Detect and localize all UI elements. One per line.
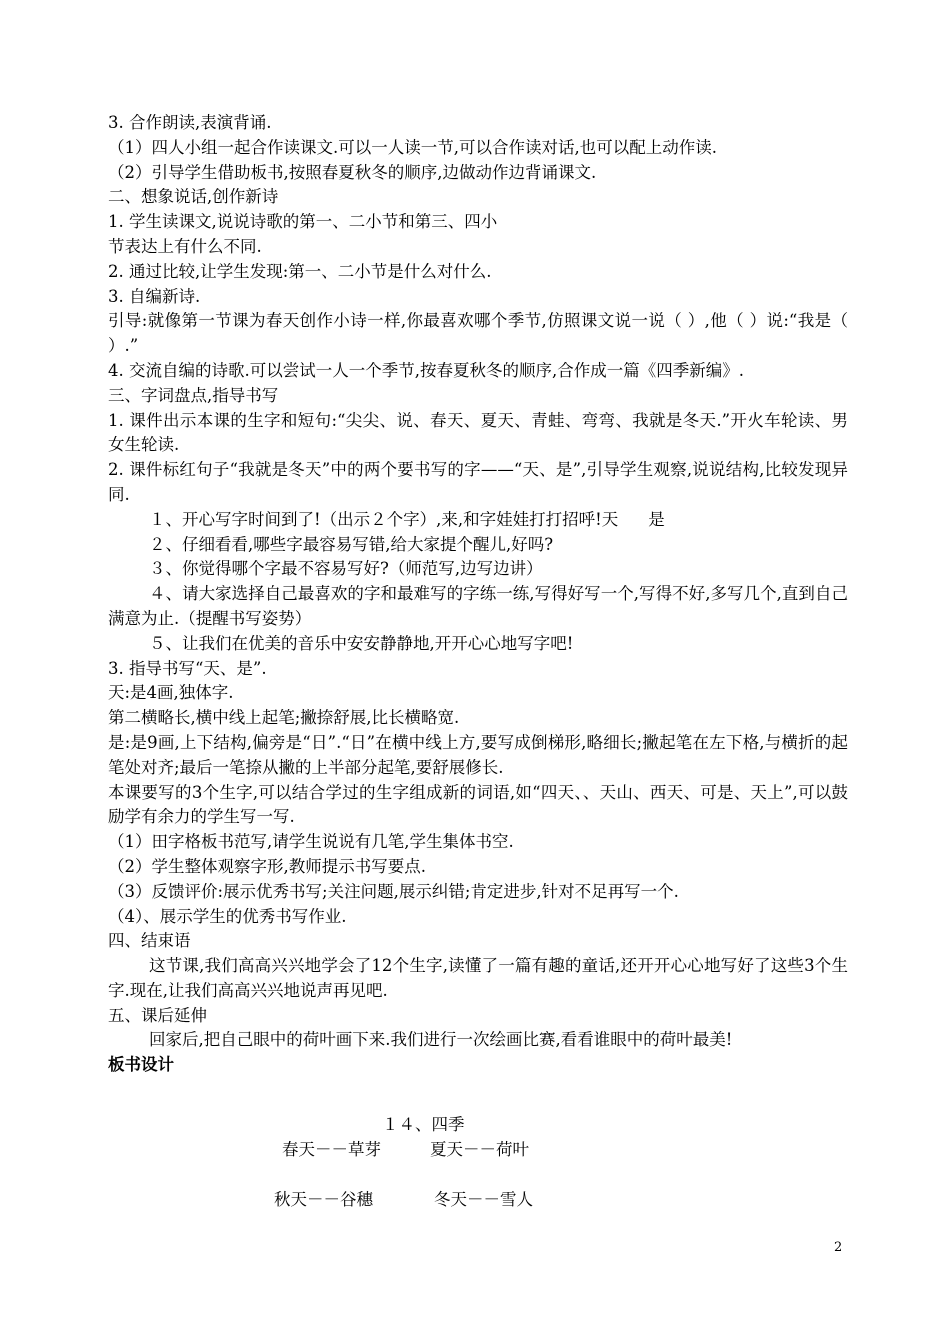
text-line: 3. 自编新诗. xyxy=(108,286,201,306)
text-line: 1. 学生读课文,说说诗歌的第一、二小节和第三、四小 xyxy=(108,212,498,232)
text-line: 回家后,把自己眼中的荷叶画下来.我们进行一次绘画比赛,看看谁眼中的荷叶最美! xyxy=(149,1030,733,1050)
text-paragraph: 引导:就像第一节课为春天创作小诗一样,你最喜欢哪个季节,仿照课文说一说（ ）,他（ ）说:“我是（ ）.” xyxy=(108,311,848,356)
board-title: １４、四季 xyxy=(382,1115,465,1134)
text-line: （3）反馈评价:展示优秀书写;关注问题,展示纠错;肯定进步,针对不足再写一个. xyxy=(108,881,679,901)
text-line: 天:是4画,独体字. xyxy=(108,683,234,703)
text-paragraph: 这节课,我们高高兴兴地学会了12个生字,读懂了一篇有趣的童话,还开开心心地写好了这些3个生字.现在,让我们高高兴兴地说声再见吧. xyxy=(108,956,848,1000)
text-line: （1）田字格板书范写,请学生说说有几笔,学生集体书空. xyxy=(108,832,514,852)
text-line: 2. 通过比较,让学生发现:第一、二小节是什么对什么. xyxy=(108,261,492,281)
section-heading: 四、结束语 xyxy=(108,931,191,951)
text-paragraph: 是:是9画,上下结构,偏旁是“日”.“日”在横中线上方,要写成倒梯形,略细长;撇起笔在左下格,与横折的起笔处对齐;最后一笔捺从撇的上半部分起笔,要舒展修长. xyxy=(108,732,848,777)
text-paragraph: 1. 课件出示本课的生字和短句:“尖尖、说、春天、夏天、青蛙、弯弯、我就是冬天.”开火车轮读、男女生轮读. xyxy=(108,410,848,455)
text-fragment: 是 xyxy=(648,509,665,529)
text-fragment: １、开心写字时间到了!（出示２个字）,来,和字娃娃打打招呼!天 xyxy=(149,509,619,529)
text-line: ３、你觉得哪个字最不容易写好?（师范写,边写边讲） xyxy=(149,559,543,579)
document-body xyxy=(108,111,848,1078)
text-line: （2）学生整体观察字形,教师提示书写要点. xyxy=(108,856,426,876)
board-autumn: 秋天－－谷穗 xyxy=(274,1190,373,1209)
text-line: 3. 指导书写“天、是”. xyxy=(108,658,267,678)
text-line: （4）、展示学生的优秀书写作业. xyxy=(108,906,347,926)
text-line: （1）四人小组一起合作读课文.可以一人读一节,可以合作读对话,也可以配上动作读. xyxy=(108,137,717,157)
section-heading: 二、想象说话,创作新诗 xyxy=(108,187,279,207)
text-paragraph: 本课要写的3个生字,可以结合学过的生字组成新的词语,如“四天、、天山、西天、可是、天上”,可以鼓励学有余力的学生写一写. xyxy=(108,782,848,827)
board-winter: 冬天－－雪人 xyxy=(434,1190,533,1209)
text-line xyxy=(108,508,848,533)
text-line: 3. 合作朗读,表演背诵. xyxy=(108,113,272,132)
text-line: 第二横略长,横中线上起笔;撇捺舒展,比长横略宽. xyxy=(108,708,460,728)
board-spring: 春天－－草芽 xyxy=(282,1140,381,1159)
text-line: ２、仔细看看,哪些字最容易写错,给大家提个醒儿,好吗? xyxy=(149,534,554,554)
section-heading: 五、课后延伸 xyxy=(108,1005,207,1025)
text-paragraph: 4. 交流自编的诗歌.可以尝试一人一个季节,按春夏秋冬的顺序,合作成一篇《四季新编》. xyxy=(108,360,744,380)
section-heading: 三、字词盘点,指导书写 xyxy=(108,385,279,405)
text-paragraph: 2. 课件标红句子“我就是冬天”中的两个要书写的字——“天、是”,引导学生观察,说说结构,比较发现异同. xyxy=(108,460,848,504)
text-line: ５、让我们在优美的音乐中安安静静地,开开心心地写字吧! xyxy=(149,633,574,653)
page-number: 2 xyxy=(834,1240,843,1255)
text-paragraph: ４、请大家选择自己最喜欢的字和最难写的字练一练,写得好写一个,写得不好,多写几个,直到自己满意为止.（提醒书写姿势） xyxy=(108,584,848,628)
text-line: 节表达上有什么不同. xyxy=(108,236,262,256)
board-summer: 夏天－－荷叶 xyxy=(430,1140,529,1159)
board-design-heading: 板书设计 xyxy=(108,1055,174,1075)
text-line: （2）引导学生借助板书,按照春夏秋冬的顺序,边做动作边背诵课文. xyxy=(108,162,597,182)
